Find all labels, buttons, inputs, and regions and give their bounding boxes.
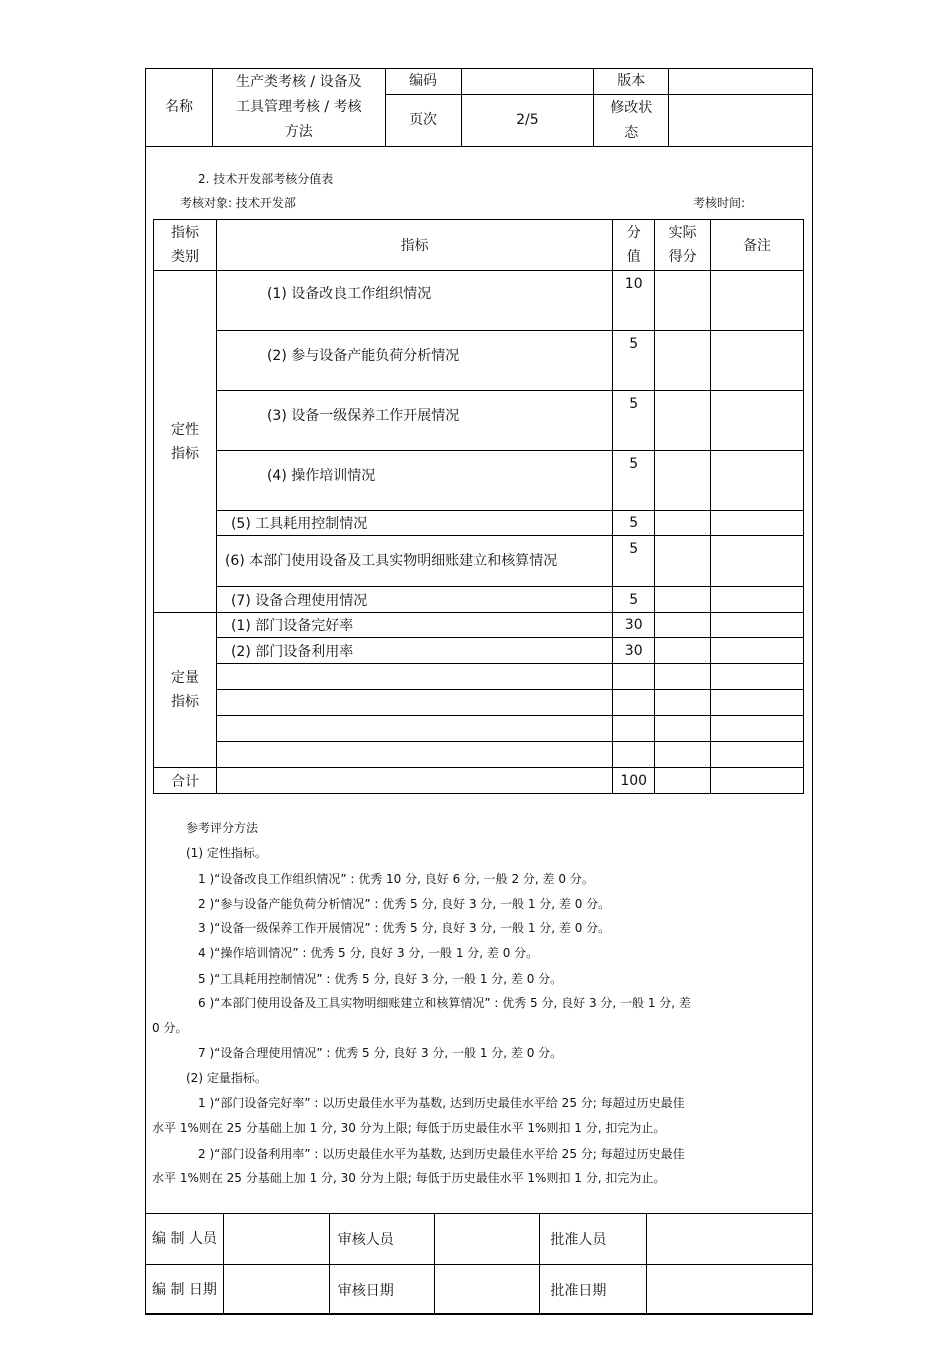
indicator-name: (2) 部门设备利用率	[216, 638, 612, 664]
method-item: 1 )“设备改良工作组织情况” : 优秀 10 分, 良好 6 分, 一般 2 分, 差 0 分。	[198, 872, 594, 886]
indicator-name: (2) 参与设备产能负荷分析情况	[216, 331, 612, 391]
approve-date-value	[647, 1265, 813, 1315]
table-row	[154, 664, 804, 690]
prepared-date-value	[223, 1265, 329, 1315]
total-row	[154, 768, 804, 794]
table-row	[154, 451, 804, 511]
remark-cell	[711, 451, 804, 511]
time-label: 考核时间:	[693, 196, 746, 210]
actual-score-cell	[655, 331, 711, 391]
name-value-line: 工具管理考核 / 考核	[235, 99, 362, 115]
indicator-score: 5	[613, 391, 655, 451]
method-item: 2 )“部门设备利用率” : 以历史最佳水平为基数, 达到历史最佳水平给 25 分; 每超过历史最佳	[198, 1147, 685, 1161]
qualitative-label: 定性指标	[154, 271, 217, 613]
code-value	[461, 69, 594, 95]
actual-score-cell	[655, 638, 711, 664]
remark-cell	[711, 511, 804, 536]
table-row	[154, 271, 804, 331]
approver-label: 批准人员	[540, 1214, 647, 1265]
section-title: 2. 技术开发部考核分值表	[198, 172, 334, 186]
total-label: 合计	[154, 768, 217, 794]
qual-heading: (1) 定性指标。	[186, 846, 267, 860]
method-item: 2 )“参与设备产能负荷分析情况” : 优秀 5 分, 良好 3 分, 一般 1 分, 差 0 分。	[198, 897, 611, 911]
score-table	[153, 219, 804, 794]
method-title: 参考评分方法	[186, 821, 259, 835]
revision-value	[669, 95, 813, 147]
indicator-score: 5	[613, 331, 655, 391]
indicator-name: (6) 本部门使用设备及工具实物明细账建立和核算情况	[216, 536, 612, 587]
target-label: 考核对象: 技术开发部	[180, 196, 296, 210]
indicator-name: (1) 部门设备完好率	[216, 613, 612, 638]
actual-score-cell	[655, 391, 711, 451]
col-indicator: 指标	[216, 220, 612, 271]
indicator-score: 30	[613, 638, 655, 664]
indicator-score: 5	[613, 451, 655, 511]
method-item: 0 分。	[152, 1021, 188, 1035]
page-value: 2/5	[461, 95, 594, 147]
document-header	[145, 68, 813, 147]
method-item: 3 )“设备一级保养工作开展情况” : 优秀 5 分, 良好 3 分, 一般 1 分, 差 0 分。	[198, 921, 611, 935]
method-item: 水平 1%则在 25 分基础上加 1 分, 30 分为上限; 每低于历史最佳水平 1%则扣 1 分, 扣完为止。	[152, 1171, 666, 1185]
method-item: 水平 1%则在 25 分基础上加 1 分, 30 分为上限; 每低于历史最佳水平 1%则扣 1 分, 扣完为止。	[152, 1121, 666, 1135]
actual-score-cell	[655, 536, 711, 587]
approver-value	[647, 1214, 813, 1265]
reviewer-label: 审核人员	[329, 1214, 434, 1265]
total-value: 100	[613, 768, 655, 794]
name-label: 名称	[146, 69, 213, 147]
remark-cell	[711, 638, 804, 664]
version-value	[669, 69, 813, 95]
col-actual: 实际得分	[655, 220, 711, 271]
indicator-score: 30	[613, 613, 655, 638]
actual-score-cell	[655, 613, 711, 638]
table-row	[154, 331, 804, 391]
prepared-by-value	[223, 1214, 329, 1265]
revision-label: 修改状态	[594, 95, 669, 147]
remark-cell	[711, 587, 804, 613]
actual-score-cell	[655, 451, 711, 511]
remark-cell	[711, 536, 804, 587]
table-row	[154, 690, 804, 716]
col-remark: 备注	[711, 220, 804, 271]
table-row	[154, 638, 804, 664]
table-row	[154, 742, 804, 768]
indicator-name: (1) 设备改良工作组织情况	[216, 271, 612, 331]
prepared-date-label: 编 制 日期	[146, 1265, 224, 1315]
method-item: 6 )“本部门使用设备及工具实物明细账建立和核算情况” : 优秀 5 分, 良好 3 分, 一般 1 分, 差	[198, 996, 691, 1010]
table-row	[154, 536, 804, 587]
review-date-label: 审核日期	[329, 1265, 434, 1315]
table-row	[154, 391, 804, 451]
remark-cell	[711, 391, 804, 451]
indicator-score: 5	[613, 536, 655, 587]
method-item: 7 )“设备合理使用情况” : 优秀 5 分, 良好 3 分, 一般 1 分, 差 0 分。	[198, 1046, 563, 1060]
remark-cell	[711, 271, 804, 331]
indicator-name: (5) 工具耗用控制情况	[216, 511, 612, 536]
review-date-value	[434, 1265, 540, 1315]
col-score: 分值	[613, 220, 655, 271]
remark-cell	[711, 613, 804, 638]
actual-score-cell	[655, 587, 711, 613]
approve-date-label: 批准日期	[540, 1265, 647, 1315]
method-item: 5 )“工具耗用控制情况” : 优秀 5 分, 良好 3 分, 一般 1 分, 差 0 分。	[198, 972, 563, 986]
name-value-line: 方法	[284, 124, 313, 140]
indicator-score: 5	[613, 511, 655, 536]
quant-heading: (2) 定量指标。	[186, 1071, 267, 1085]
indicator-name: (7) 设备合理使用情况	[216, 587, 612, 613]
version-label: 版本	[594, 69, 669, 95]
indicator-score: 10	[613, 271, 655, 331]
page-label: 页次	[385, 95, 461, 147]
signoff-table	[145, 1213, 813, 1315]
indicator-name: (4) 操作培训情况	[216, 451, 612, 511]
code-label: 编码	[385, 69, 461, 95]
name-value-line: 生产类考核 / 设备及	[235, 74, 362, 90]
table-row	[154, 511, 804, 536]
table-row	[154, 587, 804, 613]
prepared-by-label: 编 制 人员	[146, 1214, 224, 1265]
actual-score-cell	[655, 271, 711, 331]
col-category: 指标类别	[154, 220, 217, 271]
method-item: 1 )“部门设备完好率” : 以历史最佳水平为基数, 达到历史最佳水平给 25 分; 每超过历史最佳	[198, 1096, 685, 1110]
quantitative-label: 定量指标	[154, 613, 217, 768]
actual-score-cell	[655, 511, 711, 536]
reviewer-value	[434, 1214, 540, 1265]
remark-cell	[711, 331, 804, 391]
table-row	[154, 613, 804, 638]
indicator-score: 5	[613, 587, 655, 613]
table-row	[154, 716, 804, 742]
name-value	[212, 69, 385, 147]
indicator-name: (3) 设备一级保养工作开展情况	[216, 391, 612, 451]
method-item: 4 )“操作培训情况” : 优秀 5 分, 良好 3 分, 一般 1 分, 差 0 分。	[198, 946, 539, 960]
